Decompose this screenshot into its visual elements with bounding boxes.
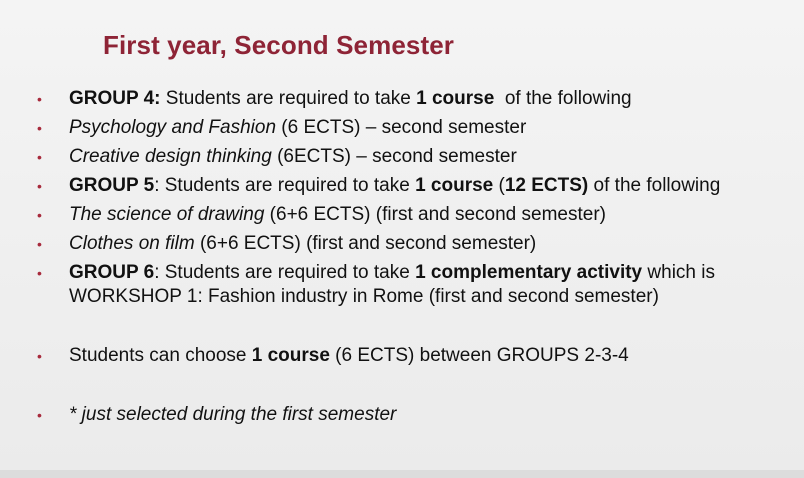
list-item-choice <box>69 344 799 368</box>
list-item-course <box>69 116 799 140</box>
item-text: Students can choose <box>69 345 252 366</box>
item-emphasis: 1 course <box>415 175 494 196</box>
footnote-text: * just selected during the first semester <box>69 404 397 425</box>
item-emphasis: 1 course <box>416 88 495 109</box>
item-continuation: WORKSHOP 1: Fashion industry in Rome (first and second semester) <box>69 286 659 307</box>
course-title: The science of drawing <box>69 204 265 225</box>
list-item-course <box>69 203 799 227</box>
list-item-group-4 <box>69 87 799 111</box>
bullet-icon: • <box>37 348 42 364</box>
group-label: GROUP 5 <box>69 175 155 196</box>
group-label: GROUP 4: <box>69 88 161 109</box>
course-title: Clothes on film <box>69 233 195 254</box>
item-emphasis: 1 complementary activity <box>415 262 643 283</box>
bullet-icon: • <box>37 407 42 423</box>
bullet-icon: • <box>37 207 42 223</box>
course-detail: (6 ECTS) – second semester <box>276 117 527 138</box>
group-label: GROUP 6 <box>69 262 155 283</box>
list-item-group-6 <box>69 261 799 309</box>
item-text: which is <box>642 262 715 283</box>
course-title: Creative design thinking <box>69 146 272 167</box>
item-text: ( <box>493 175 505 196</box>
item-text: (6 ECTS) between GROUPS 2-3-4 <box>329 345 629 366</box>
item-text: : Students are required to take <box>154 262 416 283</box>
item-text: Students are required to take <box>160 88 417 109</box>
item-emphasis: 12 ECTS) <box>504 175 589 196</box>
list-item-course <box>69 232 799 256</box>
course-detail: (6+6 ECTS) (first and second semester) <box>194 233 537 254</box>
bullet-icon: • <box>37 120 42 136</box>
bullet-icon: • <box>37 178 42 194</box>
bullet-icon: • <box>37 149 42 165</box>
course-detail: (6ECTS) – second semester <box>271 146 517 167</box>
bullet-icon: • <box>37 91 42 107</box>
list-item-course <box>69 145 799 169</box>
course-detail: (6+6 ECTS) (first and second semester) <box>264 204 606 225</box>
bullet-icon: • <box>37 236 42 252</box>
bullet-icon: • <box>37 265 42 281</box>
slide-title: First year, Second Semester <box>103 30 454 60</box>
course-title: Psychology and Fashion <box>69 117 277 138</box>
list-item-group-5 <box>69 174 799 198</box>
item-text: of the following <box>494 88 632 109</box>
item-text: : Students are required to take <box>154 175 416 196</box>
list-item-note <box>69 403 799 427</box>
bottom-strip <box>0 470 804 478</box>
item-text: of the following <box>588 175 721 196</box>
item-emphasis: 1 course <box>251 345 330 366</box>
